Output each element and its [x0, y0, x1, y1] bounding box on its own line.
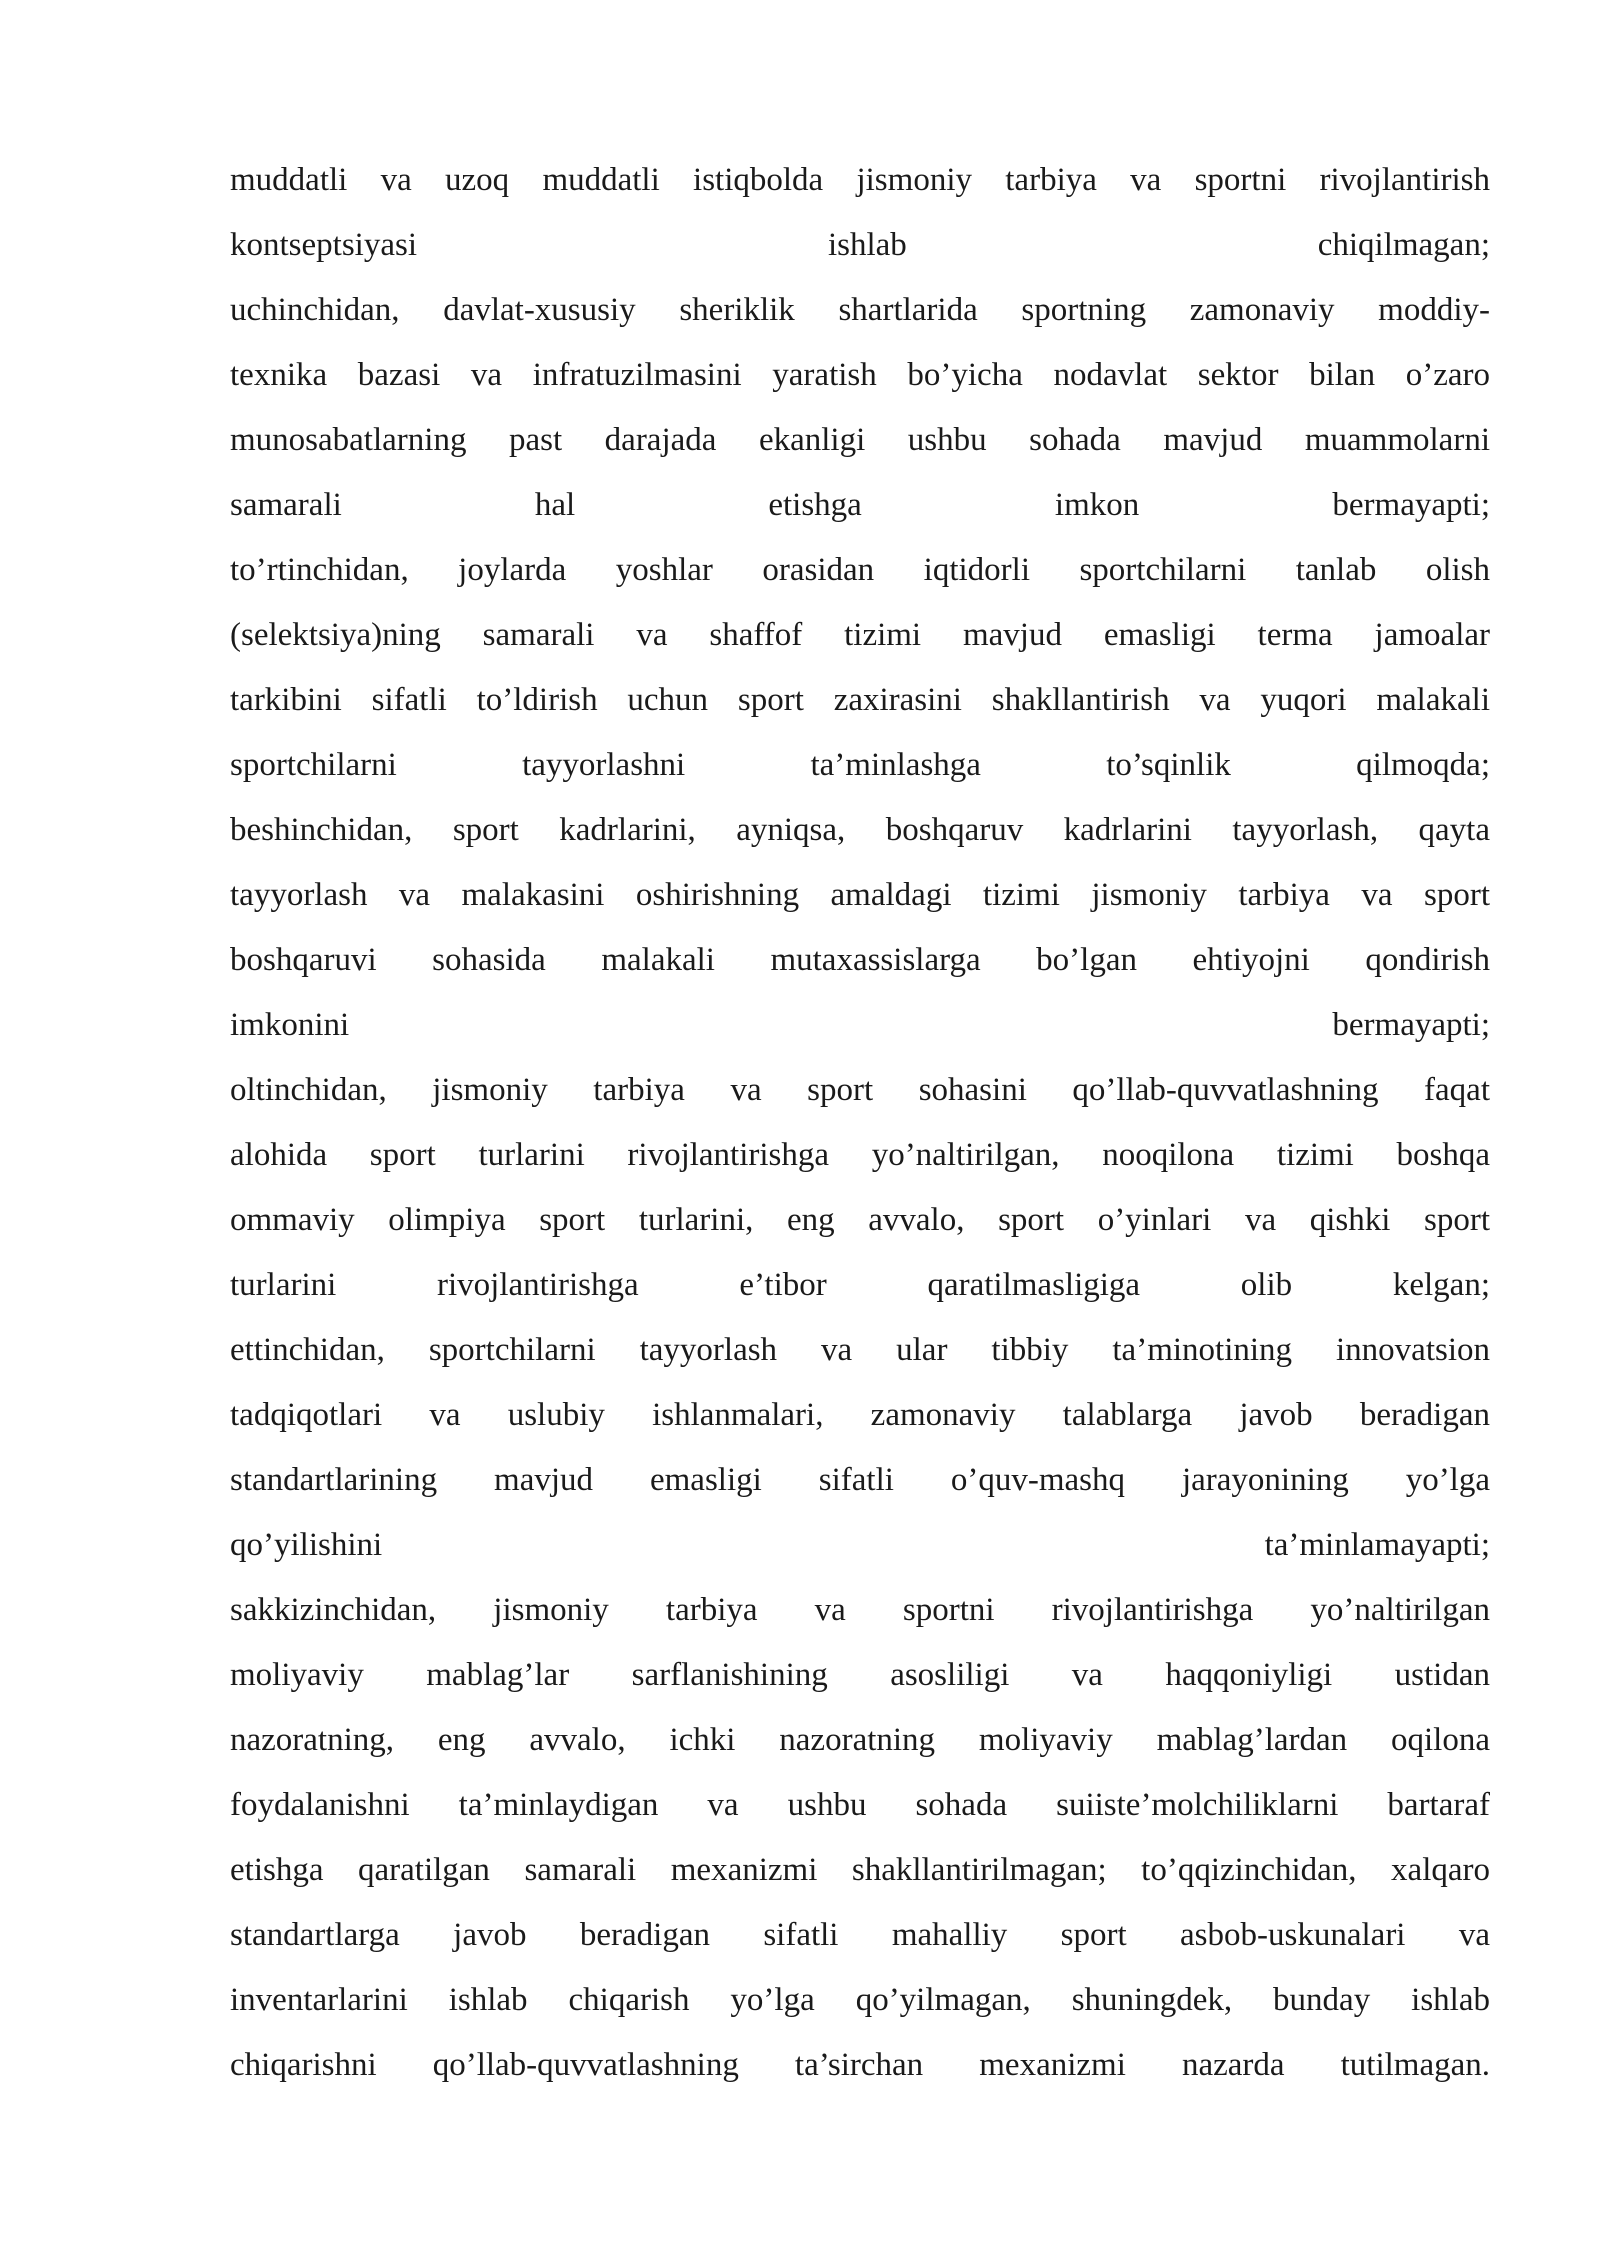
- text-line: beshinchidan, sport kadrlarini, ayniqsa, boshqaruv kadrlarini tayyorlash, qayta: [230, 812, 1490, 848]
- text-line: muddatli va uzoq muddatli istiqbolda jismoniy tarbiya va sportni rivojlantirish: [230, 162, 1490, 198]
- text-line: tadqiqotlari va uslubiy ishlanmalari, zamonaviy talablarga javob beradigan: [230, 1397, 1490, 1433]
- text-line: inventarlarini ishlab chiqarish yo’lga qo’yilmagan, shuningdek, bunday ishlab: [230, 1982, 1490, 2018]
- text-line: tayyorlash va malakasini oshirishning amaldagi tizimi jismoniy tarbiya va sport: [230, 877, 1490, 913]
- text-line: chiqarishni qo’llab-quvvatlashning ta’sirchan mexanizmi nazarda tutilmagan.: [230, 2047, 1490, 2083]
- text-line: etishga qaratilgan samarali mexanizmi shakllantirilmagan; to’qqizinchidan, xalqaro: [230, 1852, 1490, 1888]
- text-line: qo’yilishini ta’minlamayapti;: [230, 1527, 1490, 1563]
- text-line: moliyaviy mablag’lar sarflanishining asosliligi va haqqoniyligi ustidan: [230, 1657, 1490, 1693]
- text-line: tarkibini sifatli to’ldirish uchun sport zaxirasini shakllantirish va yuqori malakali: [230, 682, 1490, 718]
- text-line: turlarini rivojlantirishga e’tibor qaratilmasligiga olib kelgan;: [230, 1267, 1490, 1303]
- text-line: alohida sport turlarini rivojlantirishga yo’naltirilgan, nooqilona tizimi boshqa: [230, 1137, 1490, 1173]
- text-line: nazoratning, eng avvalo, ichki nazoratning moliyaviy mablag’lardan oqilona: [230, 1722, 1490, 1758]
- text-line: to’rtinchidan, joylarda yoshlar orasidan iqtidorli sportchilarni tanlab olish: [230, 552, 1490, 588]
- text-line: foydalanishni ta’minlaydigan va ushbu sohada suiiste’molchiliklarni bartaraf: [230, 1787, 1490, 1823]
- text-line: boshqaruvi sohasida malakali mutaxassislarga bo’lgan ehtiyojni qondirish: [230, 942, 1490, 978]
- body-text: [230, 148, 1490, 2098]
- text-line: (selektsiya)ning samarali va shaffof tizimi mavjud emasligi terma jamoalar: [230, 617, 1490, 653]
- text-line: kontseptsiyasi ishlab chiqilmagan;: [230, 227, 1490, 263]
- text-line: samarali hal etishga imkon bermayapti;: [230, 487, 1490, 523]
- text-line: oltinchidan, jismoniy tarbiya va sport sohasini qo’llab-quvvatlashning faqat: [230, 1072, 1490, 1108]
- text-line: imkonini bermayapti;: [230, 1007, 1490, 1043]
- text-line: sakkizinchidan, jismoniy tarbiya va sportni rivojlantirishga yo’naltirilgan: [230, 1592, 1490, 1628]
- text-line: munosabatlarning past darajada ekanligi ushbu sohada mavjud muammolarni: [230, 422, 1490, 458]
- text-line: standartlarining mavjud emasligi sifatli o’quv-mashq jarayonining yo’lga: [230, 1462, 1490, 1498]
- text-line: ommaviy olimpiya sport turlarini, eng avvalo, sport o’yinlari va qishki sport: [230, 1202, 1490, 1238]
- text-line: texnika bazasi va infratuzilmasini yaratish bo’yicha nodavlat sektor bilan o’zaro: [230, 357, 1490, 393]
- text-line: standartlarga javob beradigan sifatli mahalliy sport asbob-uskunalari va: [230, 1917, 1490, 1953]
- text-line: sportchilarni tayyorlashni ta’minlashga to’sqinlik qilmoqda;: [230, 747, 1490, 783]
- text-line: ettinchidan, sportchilarni tayyorlash va ular tibbiy ta’minotining innovatsion: [230, 1332, 1490, 1368]
- text-line: uchinchidan, davlat-xususiy sheriklik shartlarida sportning zamonaviy moddiy-: [230, 292, 1490, 328]
